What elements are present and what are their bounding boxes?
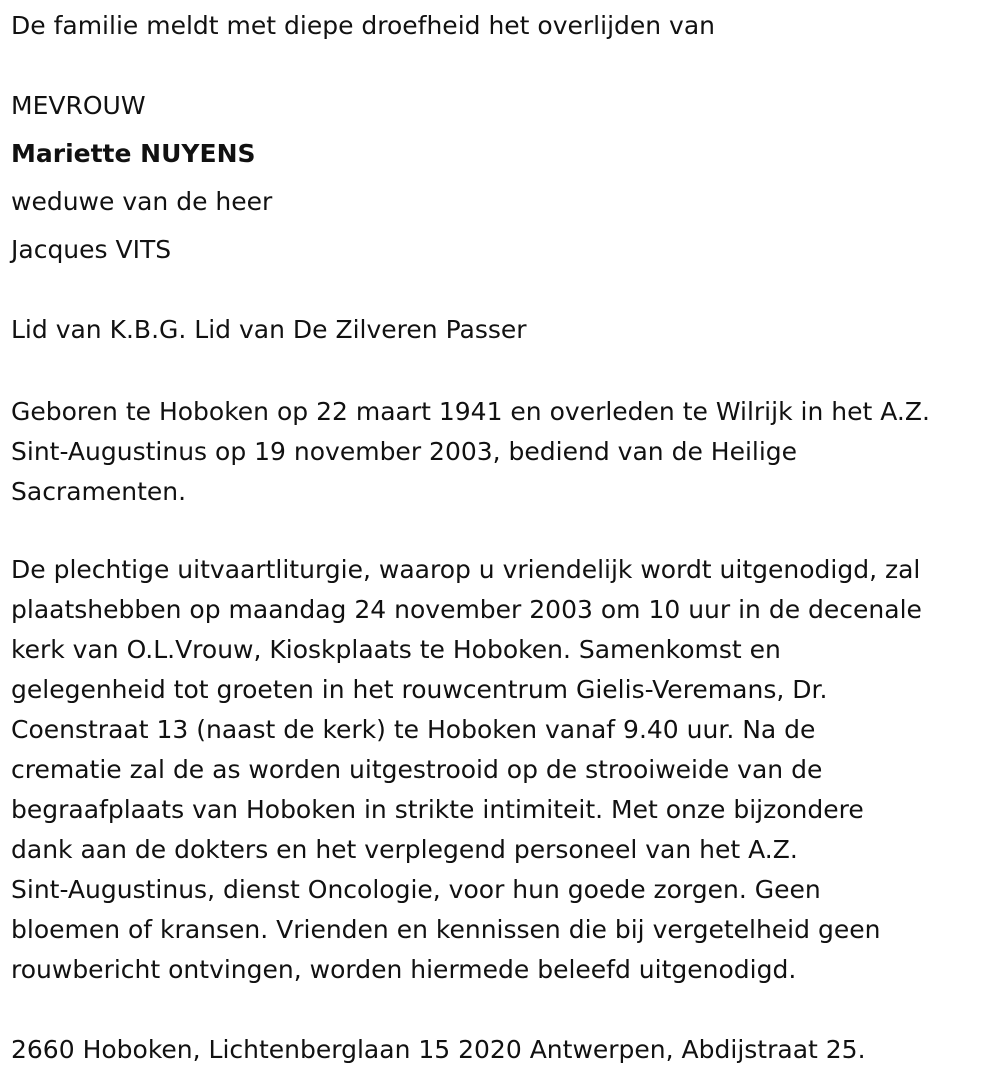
funeral-line: kerk van O.L.Vrouw, Kioskplaats te Hoboken. Samenkomst en bbox=[11, 635, 781, 664]
honorific-title: MEVROUW bbox=[11, 91, 146, 120]
funeral-line: De plechtige uitvaartliturgie, waarop u vriendelijk wordt uitgenodigd, zal bbox=[11, 555, 921, 584]
deceased-name: Mariette NUYENS bbox=[11, 139, 256, 168]
funeral-line: rouwbericht ontvingen, worden hiermede beleefd uitgenodigd. bbox=[11, 955, 797, 984]
husband-name: Jacques VITS bbox=[11, 235, 172, 264]
funeral-line: bloemen of kransen. Vrienden en kennissen die bij vergetelheid geen bbox=[11, 915, 881, 944]
birth-death-paragraph bbox=[11, 392, 930, 512]
funeral-line: dank aan de dokters en het verplegend personeel van het A.Z. bbox=[11, 835, 798, 864]
membership-text: Lid van K.B.G. Lid van De Zilveren Passer bbox=[11, 315, 527, 344]
funeral-line: crematie zal de as worden uitgestrooid op de strooiweide van de bbox=[11, 755, 823, 784]
birth-line: Sacramenten. bbox=[11, 477, 187, 506]
funeral-line: begraafplaats van Hoboken in strikte intimiteit. Met onze bijzondere bbox=[11, 795, 864, 824]
birth-line: Geboren te Hoboken op 22 maart 1941 en overleden te Wilrijk in het A.Z. bbox=[11, 397, 930, 426]
family-addresses: 2660 Hoboken, Lichtenberglaan 15 2020 Antwerpen, Abdijstraat 25. bbox=[11, 1035, 866, 1064]
intro-text: De familie meldt met diepe droefheid het overlijden van bbox=[11, 11, 716, 40]
funeral-line: gelegenheid tot groeten in het rouwcentrum Gielis-Veremans, Dr. bbox=[11, 675, 828, 704]
funeral-line: Sint-Augustinus, dienst Oncologie, voor hun goede zorgen. Geen bbox=[11, 875, 821, 904]
funeral-line: Coenstraat 13 (naast de kerk) te Hoboken vanaf 9.40 uur. Na de bbox=[11, 715, 816, 744]
funeral-line: plaatshebben op maandag 24 november 2003 om 10 uur in de decenale bbox=[11, 595, 922, 624]
funeral-paragraph bbox=[11, 550, 922, 990]
widow-of-text: weduwe van de heer bbox=[11, 187, 273, 216]
birth-line: Sint-Augustinus op 19 november 2003, bediend van de Heilige bbox=[11, 437, 798, 466]
